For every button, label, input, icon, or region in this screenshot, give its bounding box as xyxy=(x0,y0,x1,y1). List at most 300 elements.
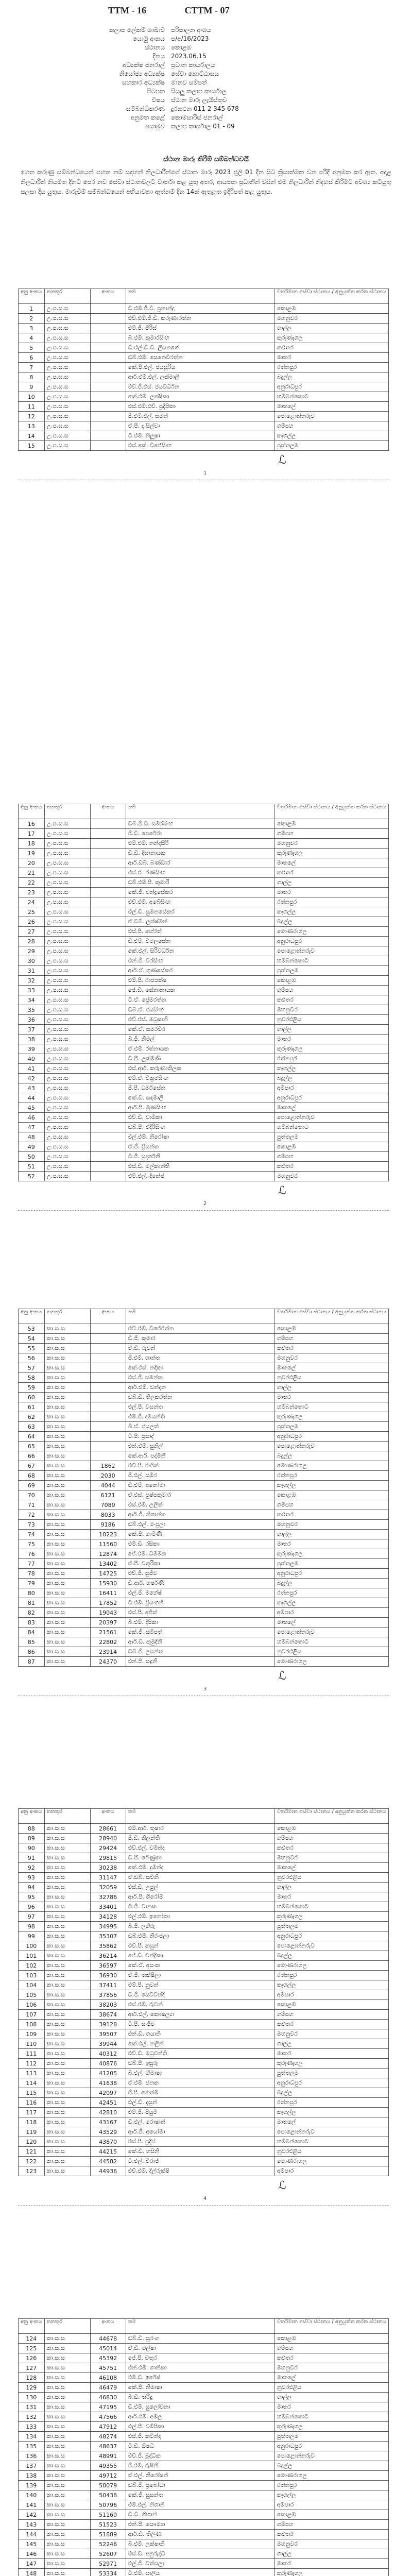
table-row xyxy=(19,917,389,927)
table-row xyxy=(19,2402,389,2412)
table-cell: කළුතර xyxy=(274,1162,388,1172)
table-cell: කා.ස.ස xyxy=(44,1980,90,1990)
table-cell: එච්.එස්. මධුෂානි xyxy=(126,1015,274,1025)
table-cell: හම්බන්තොට xyxy=(274,2137,388,2147)
table-cell: 36930 xyxy=(90,1971,126,1980)
table-cell: 42 xyxy=(19,1074,45,1083)
table-cell: හම්බන්තොට xyxy=(274,2412,388,2422)
table-cell: කා.ස.ස xyxy=(44,2363,90,2373)
table-cell: ජේ.ඩී. චන්ද්‍රිකා xyxy=(126,1951,274,1961)
transfer-table xyxy=(18,1309,389,1667)
table-cell: 17852 xyxy=(90,1598,126,1608)
table-cell: 1 xyxy=(19,304,45,314)
table-cell: 26 xyxy=(19,917,45,927)
table-cell: කළුතර xyxy=(274,868,388,878)
table-cell: කා.ස.ස xyxy=(44,1363,90,1373)
table-cell: කා.ස.ස xyxy=(44,2520,90,2530)
table-row xyxy=(19,2088,389,2098)
table-cell: 94 xyxy=(19,1883,45,1892)
table-cell: කා.ස.ස xyxy=(44,2500,90,2510)
table-cell: 64 xyxy=(19,1432,45,1442)
table-cell: ආර්.ඩී. කුමුදිනී xyxy=(126,1637,274,1647)
table-row xyxy=(19,2539,389,2549)
table-row xyxy=(19,2549,389,2559)
table-row xyxy=(19,1549,389,1559)
table-cell: 32059 xyxy=(90,1883,126,1892)
table-cell: 107 xyxy=(19,2010,45,2020)
table-cell: 40876 xyxy=(90,2059,126,2069)
notice-title: ස්ථාන මාරු කිරීම් සම්බන්ධවයි xyxy=(163,156,249,163)
table-cell: පුත්තලම xyxy=(274,2069,388,2078)
table-cell: ගම්පහ xyxy=(274,2520,388,2530)
table-cell xyxy=(90,1123,126,1132)
table-cell: කළුතර xyxy=(274,1843,388,1853)
table-cell: කා.ස.ස xyxy=(44,2117,90,2127)
table-cell: නුවරඑළිය xyxy=(274,1647,388,1657)
table-row xyxy=(19,897,389,907)
table-cell xyxy=(90,333,126,343)
table-cell: ටී.ජී. සුදර්ශනී xyxy=(126,1152,274,1162)
table-cell: කේ.එල්. නලින් xyxy=(126,2039,274,2049)
table-cell: 15 xyxy=(19,441,45,451)
table-cell: 89 xyxy=(19,1834,45,1843)
table-row xyxy=(19,1142,389,1152)
table-cell: කොළඹ xyxy=(274,2000,388,2010)
table-cell xyxy=(90,839,126,849)
table-cell: 32 xyxy=(19,976,45,986)
table-cell: පොළොන්නරුව xyxy=(274,2451,388,2461)
table-cell: උ.ප.ස.ස xyxy=(44,976,90,986)
table-cell xyxy=(90,966,126,976)
transfer-table-section xyxy=(18,1808,389,2176)
info-label: අධ්‍යක්ෂ ජනරාල් xyxy=(122,61,165,69)
table-cell: ඩී.ඩී. දිසානායක xyxy=(126,849,274,858)
table-cell: 46830 xyxy=(90,2393,126,2402)
table-cell: මහනුවර xyxy=(274,839,388,849)
info-value: සියලු කලාප කාර්යාල xyxy=(171,88,227,95)
table-cell: 90 xyxy=(19,1843,45,1853)
table-cell: 36 xyxy=(19,1015,45,1025)
table-cell: මාතර xyxy=(274,1393,388,1402)
table-cell: 82 xyxy=(19,1608,45,1618)
table-cell: කා.ස.ස xyxy=(44,2344,90,2353)
table-cell: ඒ.ඩී. රුවන් xyxy=(126,1344,274,1353)
table-cell xyxy=(90,986,126,995)
table-cell: මාතර xyxy=(274,888,388,897)
table-cell: 59 xyxy=(19,1383,45,1393)
table-cell xyxy=(90,343,126,353)
table-row xyxy=(19,1383,389,1393)
info-value: ප්‍රධාන කාර්යාලය xyxy=(171,61,215,69)
table-cell: ආර්.එම්.එල්. ලක්මාලි xyxy=(126,372,274,382)
table-row xyxy=(19,2373,389,2383)
table-row xyxy=(19,2451,389,2461)
table-cell: උ.ප.ස.ස xyxy=(44,917,90,927)
table-cell: එම්.ජී. පියුමි xyxy=(126,2108,274,2117)
table-row xyxy=(19,1481,389,1490)
table-row xyxy=(19,382,389,392)
info-label: යොමු අංකය xyxy=(132,35,165,42)
table-cell: 72 xyxy=(19,1510,45,1520)
table-row xyxy=(19,1442,389,1451)
table-cell xyxy=(90,1324,126,1334)
table-cell: 101 xyxy=(19,1951,45,1961)
table-cell xyxy=(90,1083,126,1093)
table-cell: පුත්තලම xyxy=(274,1922,388,1931)
table-cell: එස්.ඩී. අනුරුද්ධ xyxy=(126,2549,274,2559)
page-heading xyxy=(108,5,324,16)
table-cell: උ.ප.ස.ස xyxy=(44,1054,90,1064)
table-cell: එම්.ජී. දමයන්ති xyxy=(126,1412,274,1422)
table-cell: 41638 xyxy=(90,2078,126,2088)
table-cell: උ.ප.ස.ස xyxy=(44,878,90,888)
table-row xyxy=(19,1162,389,1172)
table-cell: එස්.එම්. රුවන් xyxy=(126,2000,274,2010)
table-cell: 34 xyxy=(19,995,45,1005)
table-cell: මොණරාගල xyxy=(274,2471,388,2481)
table-cell: 45392 xyxy=(90,2353,126,2363)
table-cell: 104 xyxy=(19,1980,45,1990)
table-row xyxy=(19,333,389,343)
table-cell: 121 xyxy=(19,2147,45,2157)
table-cell: කා.ස.ස xyxy=(44,1422,90,1432)
table-cell: කොළඹ xyxy=(274,1824,388,1834)
info-row xyxy=(46,52,366,61)
table-cell: හම්බන්තොට xyxy=(274,1902,388,1912)
table-row xyxy=(19,2059,389,2069)
table-cell: උ.ප.ස.ස xyxy=(44,372,90,382)
table-cell: උ.ප.ස.ස xyxy=(44,937,90,946)
table-cell: කා.ස.ස xyxy=(44,1971,90,1980)
table-cell: කා.ස.ස xyxy=(44,2334,90,2344)
table-cell: ඒ.පී. චතුරිකා xyxy=(126,1559,274,1569)
table-cell xyxy=(90,1334,126,1344)
table-cell: 54 xyxy=(19,1334,45,1344)
table-cell: කා.ස.ස xyxy=(44,2422,90,2432)
table-cell: 21 xyxy=(19,868,45,878)
table-cell: 43529 xyxy=(90,2127,126,2137)
table-cell: හම්බන්තොට xyxy=(274,956,388,966)
table-cell: හම්බන්තොට xyxy=(274,1123,388,1132)
table-row xyxy=(19,1569,389,1579)
table-cell: එස්.ඩී. මල්කාන්ති xyxy=(126,1162,274,1172)
table-row xyxy=(19,1961,389,1971)
table-cell: කා.ස.ස xyxy=(44,1598,90,1608)
table-cell: එන්.එම්. සුනිල් xyxy=(126,1442,274,1451)
table-cell: මාතර xyxy=(274,1539,388,1549)
table-row xyxy=(19,392,389,402)
table-row xyxy=(19,1598,389,1608)
table-cell xyxy=(90,314,126,324)
table-cell: අනුරාධපුර xyxy=(274,937,388,946)
table-cell: 119 xyxy=(19,2127,45,2137)
table-cell: 39944 xyxy=(90,2039,126,2049)
table-cell xyxy=(90,1172,126,1181)
table-cell: 97 xyxy=(19,1912,45,1922)
table-cell: එල්.පී. චම්පිකා xyxy=(126,2422,274,2432)
table-row xyxy=(19,1608,389,1618)
table-cell: කළුතර xyxy=(274,2353,388,2363)
table-cell: කා.ස.ස xyxy=(44,1383,90,1393)
table-row xyxy=(19,1083,389,1093)
table-cell: කා.ස.ස xyxy=(44,1883,90,1892)
table-cell: 133 xyxy=(19,2422,45,2432)
table-row xyxy=(19,1324,389,1334)
info-row xyxy=(46,61,366,70)
table-row xyxy=(19,1103,389,1113)
table-cell: උ.ප.ස.ස xyxy=(44,304,90,314)
table-row xyxy=(19,2442,389,2451)
table-cell: මාතර xyxy=(274,353,388,363)
table-cell: 48274 xyxy=(90,2432,126,2442)
table-cell: 48 xyxy=(19,1132,45,1142)
table-cell: 48637 xyxy=(90,2442,126,2451)
table-cell: එන්.පී. සඳුනි xyxy=(126,1657,274,1667)
table-cell: මාතලේ xyxy=(274,1103,388,1113)
table-cell: 24370 xyxy=(90,1657,126,1667)
table-cell: ආර්.ඩබ්. බණ්ඩාර xyxy=(126,858,274,868)
table-cell xyxy=(90,1432,126,1442)
table-cell: 43870 xyxy=(90,2137,126,2147)
transfer-table xyxy=(18,804,389,1181)
table-row xyxy=(19,1054,389,1064)
table-row xyxy=(19,976,389,986)
table-cell: ඒ.ජී. ප්‍රියන්ත xyxy=(126,1142,274,1152)
table-cell: ජී.පී. නෙත්මි xyxy=(126,2088,274,2098)
table-cell: 30 xyxy=(19,956,45,966)
table-cell: 11 xyxy=(19,402,45,412)
table-cell: මාතලේ xyxy=(274,858,388,868)
table-row xyxy=(19,2000,389,2010)
table-cell xyxy=(90,1412,126,1422)
table-cell: 78 xyxy=(19,1569,45,1579)
table-cell: කා.ස.ස xyxy=(44,2020,90,2029)
table-cell: 42097 xyxy=(90,2088,126,2098)
table-cell: 132 xyxy=(19,2412,45,2422)
table-cell: 46108 xyxy=(90,2373,126,2383)
table-cell: නුවරඑළිය xyxy=(274,2383,388,2393)
table-cell: 129 xyxy=(19,2383,45,2393)
table-cell: 7089 xyxy=(90,1500,126,1510)
table-cell: එල්.පී. වසන්ත xyxy=(126,1402,274,1412)
table-cell: 141 xyxy=(19,2500,45,2510)
table-cell: කේ.එම්. දුමින්ද xyxy=(126,1863,274,1873)
column-header: අනු අංකය xyxy=(19,2319,45,2334)
table-cell: 61 xyxy=(19,1402,45,1412)
table-cell: කා.ස.ස xyxy=(44,2353,90,2363)
table-cell: 51 xyxy=(19,1162,45,1172)
table-cell: ගම්පහ xyxy=(274,1834,388,1843)
table-row xyxy=(19,1132,389,1142)
table-cell: 31147 xyxy=(90,1873,126,1883)
table-row xyxy=(19,441,389,451)
table-cell: 22 xyxy=(19,878,45,888)
table-row xyxy=(19,946,389,956)
table-cell: 6121 xyxy=(90,1490,126,1500)
table-cell: කා.ස.ස xyxy=(44,1539,90,1549)
table-cell: ගම්පහ xyxy=(274,1500,388,1510)
info-value: කොළඹ xyxy=(171,44,192,51)
table-row xyxy=(19,1892,389,1902)
table-cell: මාතර xyxy=(274,2402,388,2412)
table-cell: ඩබ්.එල්. මංජුලා xyxy=(126,1520,274,1530)
table-cell: උ.ප.ස.ස xyxy=(44,412,90,421)
table-cell: 69 xyxy=(19,1481,45,1490)
table-cell: ඩබ්.එම්. නිරංජලා xyxy=(126,1931,274,1941)
table-cell: කා.ස.ස xyxy=(44,2481,90,2490)
table-row xyxy=(19,1451,389,1461)
table-cell: 36214 xyxy=(90,1951,126,1961)
table-cell: නුවරඑළිය xyxy=(274,1373,388,1383)
column-header: වර්තමාන සේවා ස්ථානය / අනුයුක්ත කරන ස්ථානය xyxy=(274,1809,388,1824)
table-cell: ආර්.ඩී. තිලිණ xyxy=(126,2530,274,2539)
table-row xyxy=(19,1588,389,1598)
table-cell: 3 xyxy=(19,324,45,333)
table-row xyxy=(19,2520,389,2530)
table-row xyxy=(19,2117,389,2127)
table-cell: කා.ස.ස xyxy=(44,1618,90,1628)
table-cell: පුත්තලම xyxy=(274,966,388,976)
table-cell: උ.ප.ස.ස xyxy=(44,314,90,324)
table-cell xyxy=(90,888,126,897)
table-cell xyxy=(90,1005,126,1015)
info-label: යොමුව xyxy=(145,123,165,130)
table-row xyxy=(19,1951,389,1961)
table-cell xyxy=(90,849,126,858)
table-cell: 55 xyxy=(19,1344,45,1353)
table-cell: ඩබ්.ජී.ඩී. සමරසිංහ xyxy=(126,819,274,829)
table-row xyxy=(19,1044,389,1054)
table-cell: එච්.ඩී. චාමිකා xyxy=(126,1113,274,1123)
info-value: පරිපාලන අංශය xyxy=(171,26,211,33)
table-cell: 108 xyxy=(19,2020,45,2029)
table-cell: මාතලේ xyxy=(274,1863,388,1873)
table-cell xyxy=(90,1093,126,1103)
table-cell: එම්.එල්. නිශානි xyxy=(126,2500,274,2510)
table-cell: 32786 xyxy=(90,1892,126,1902)
table-cell: කෑගල්ල xyxy=(274,1980,388,1990)
table-cell xyxy=(90,402,126,412)
table-cell: 43167 xyxy=(90,2117,126,2127)
table-cell xyxy=(90,1132,126,1142)
table-cell xyxy=(90,1074,126,1083)
table-cell: බදුල්ල xyxy=(274,372,388,382)
table-cell: 6 xyxy=(19,353,45,363)
table-cell: ගාල්ල xyxy=(274,2393,388,2402)
table-cell: ගාල්ල xyxy=(274,1025,388,1035)
table-cell: කුරුණෑගල xyxy=(274,333,388,343)
column-header: නම xyxy=(126,1809,274,1824)
table-cell: ගම්පහ xyxy=(274,986,388,995)
column-header: අංකය xyxy=(90,2319,126,2334)
info-row xyxy=(46,43,366,52)
table-cell: 47 xyxy=(19,1123,45,1132)
column-header: වර්තමාන සේවා ස්ථානය / අනුයුක්ත කරන ස්ථානය xyxy=(274,1309,388,1324)
info-value: දුරකථන 011 2 345 678 xyxy=(171,105,239,112)
table-cell: 49712 xyxy=(90,2471,126,2481)
table-cell: කේ.එස්. නදීකා xyxy=(126,1363,274,1373)
table-cell: කා.ස.ස xyxy=(44,2049,90,2059)
table-cell: කා.ස.ස xyxy=(44,1657,90,1667)
table-row xyxy=(19,2069,389,2078)
table-cell: ඩබ්.පී. එදිරිසිංහ xyxy=(126,1123,274,1132)
table-cell: කා.ස.ස xyxy=(44,2157,90,2166)
table-cell: එම්.ඩී. ඉරේෂ් xyxy=(126,2373,274,2383)
table-cell: කුරුණෑගල xyxy=(274,1044,388,1054)
table-cell xyxy=(90,1035,126,1044)
page-number: 3 xyxy=(203,1686,207,1692)
table-row xyxy=(19,1971,389,1980)
table-cell: කා.ස.ස xyxy=(44,2539,90,2549)
table-cell: 52607 xyxy=(90,2549,126,2559)
table-header-row xyxy=(19,2319,389,2334)
table-cell: කළුතර xyxy=(274,995,388,1005)
table-row xyxy=(19,2510,389,2520)
table-cell: 120 xyxy=(19,2137,45,2147)
table-cell: උ.ප.ස.ස xyxy=(44,333,90,343)
table-cell: 10223 xyxy=(90,1530,126,1539)
table-cell: 17 xyxy=(19,829,45,839)
table-cell: බී.ඒ. ජයලත් xyxy=(126,1422,274,1432)
table-row xyxy=(19,927,389,937)
transfer-table xyxy=(18,1808,389,2176)
info-row xyxy=(46,35,366,43)
table-cell: ඩී.එල්.ඩී.ඩී. ලියනගේ xyxy=(126,343,274,353)
table-cell xyxy=(90,1451,126,1461)
table-cell: කා.ස.ස xyxy=(44,2530,90,2539)
table-cell: 13 xyxy=(19,421,45,431)
table-cell: ජී.එල්. සමීර xyxy=(126,1471,274,1481)
info-label: කලාප ලේකම් ශාඛාව xyxy=(109,26,165,33)
table-cell: රත්නපුර xyxy=(274,1054,388,1064)
table-cell: මොණරාගල xyxy=(274,1961,388,1971)
table-cell: උ.ප.ස.ස xyxy=(44,353,90,363)
info-label: දිනය xyxy=(152,53,165,60)
table-cell: ටී.එම්. නිලූෂා xyxy=(126,431,274,441)
table-cell xyxy=(90,1422,126,1432)
table-cell: ඒ.ඩී. මල්ෂා xyxy=(126,2344,274,2353)
heading-left: TTM - 16 xyxy=(108,5,146,15)
table-cell: හම්බන්තොට xyxy=(274,1402,388,1412)
table-cell: කේ.ඒ. සමරවීර xyxy=(126,1025,274,1035)
table-row xyxy=(19,1637,389,1647)
table-cell: උ.ප.ස.ස xyxy=(44,1152,90,1162)
table-cell: කා.ස.ස xyxy=(44,1510,90,1520)
table-cell xyxy=(90,1393,126,1402)
table-row xyxy=(19,1922,389,1931)
table-cell: ගම්පහ xyxy=(274,829,388,839)
table-cell: 81 xyxy=(19,1598,45,1608)
table-cell: ඒ.එස්. පුෂ්පකුමාර xyxy=(126,1490,274,1500)
table-cell: කේ.පී. නිමාෂා xyxy=(126,2383,274,2393)
table-cell: කොළඹ xyxy=(274,2334,388,2344)
table-cell: 11560 xyxy=(90,1539,126,1549)
table-cell: 52 xyxy=(19,1172,45,1181)
table-cell: උ.ප.ස.ස xyxy=(44,1064,90,1074)
table-cell: කා.ස.ස xyxy=(44,2442,90,2451)
table-cell: කා.ස.ස xyxy=(44,2098,90,2108)
table-cell: එල්.ජී. වත්සලා xyxy=(126,2559,274,2569)
table-cell: 15930 xyxy=(90,1579,126,1588)
table-cell: 34128 xyxy=(90,1912,126,1922)
table-cell: 52246 xyxy=(90,2539,126,2549)
table-cell: උ.ප.ස.ස xyxy=(44,343,90,353)
column-header: තනතුර xyxy=(44,1309,90,1324)
table-cell: මාතර xyxy=(274,2049,388,2059)
table-cell: කා.ස.ස xyxy=(44,1628,90,1637)
table-cell xyxy=(90,421,126,431)
table-cell: කුරුණෑගල xyxy=(274,1912,388,1922)
